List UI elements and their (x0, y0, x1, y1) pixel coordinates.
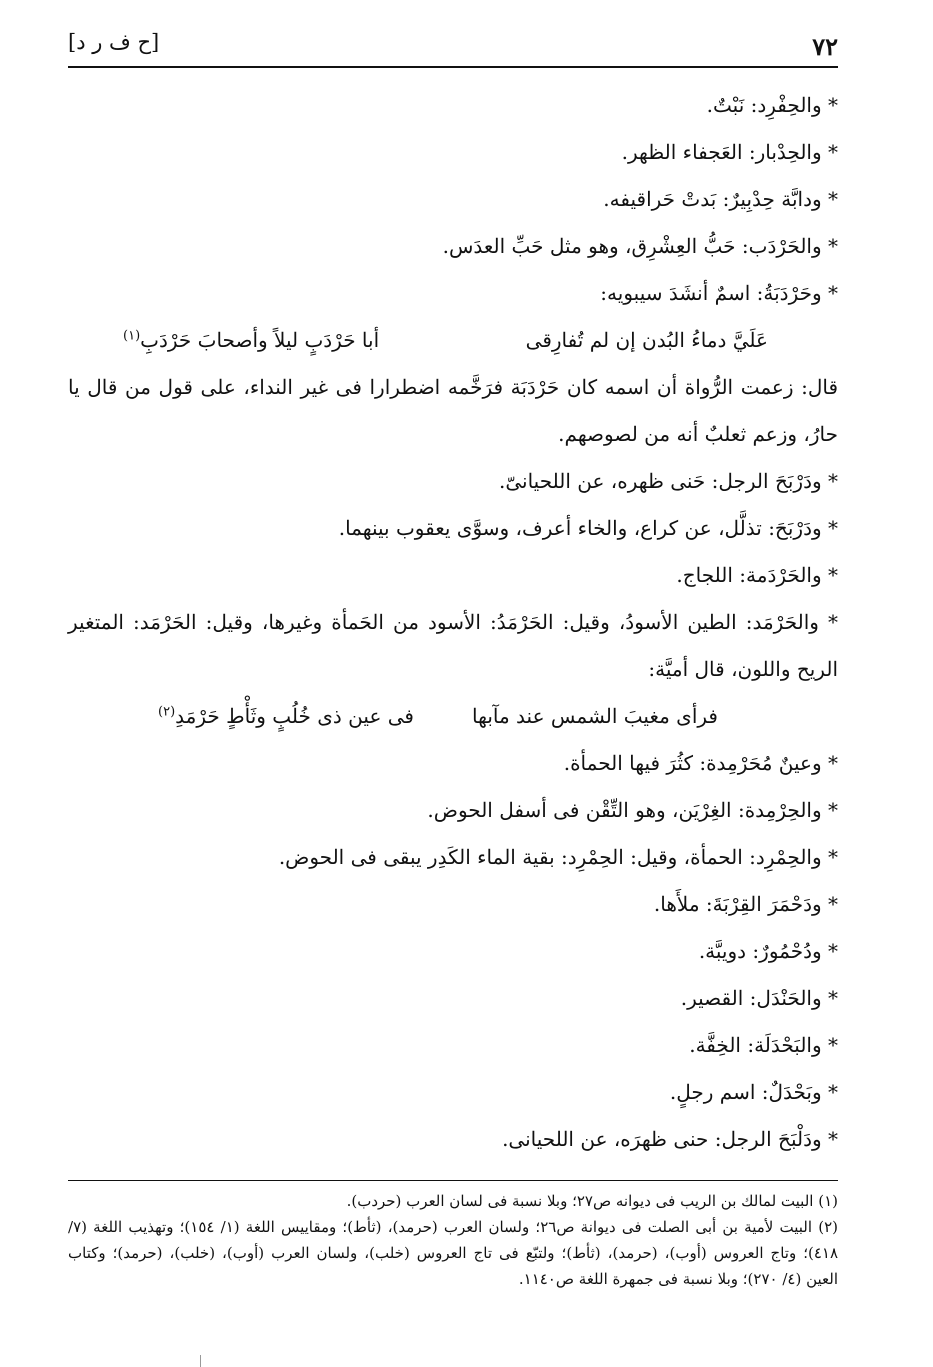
page-number: ٧٢ (812, 32, 838, 61)
entry-line: * وعينٌ مُحَرْمِدة: كثُرَ فيها الحمأة. (563, 751, 838, 775)
entry-line: * وبَحْدَلٌ: اسم رجلٍ. (669, 1080, 838, 1104)
entry-line: * والحِدْبار: العَجفاء الظهر. (621, 140, 838, 164)
entry-line: * والحَرْدَمة: اللجاج. (676, 563, 838, 587)
entry-line: * والحِرْمِدة: الغِرْيَن، وهو التِّقْن فى أسفل الحوض. (427, 798, 838, 822)
entry-line: * والبَحْدَلَة: الخِفَّة. (689, 1033, 838, 1057)
entry-line: * ودَرْبَحَ: تذلَّل، عن كراع، والخاء أعرف، وسوَّى يعقوب بينهما. (338, 516, 838, 540)
entry-line: * والحِمْرِد: الحمأة، وقيل: الحِمْرِد: بقية الماء الكَدِر يبقى فى الحوض. (278, 845, 838, 869)
entry-line: * ودُحْمُورٌ: دويبَّة. (698, 939, 838, 963)
running-head: [ح ف ر د] (68, 30, 160, 54)
verse-hemistich-second (123, 317, 379, 364)
entry-line: * ودابَّة حِدْبِيرٌ: بَدتْ حَراقيفه. (603, 187, 838, 211)
main-text (68, 82, 838, 1163)
entry-line: * وحَرْدَبَةُ: اسمٌ أنشَدَ سيبويه: (600, 281, 838, 305)
verse-hemistich-second (158, 693, 414, 740)
footnote: (١) البيت لمالك بن الريب فى ديوانه ص٢٧؛ وبلا نسبة فى لسان العرب (حردب). (346, 1192, 838, 1210)
entry-line: * والحَنْدَل: القصير. (680, 986, 838, 1010)
entry-line: * ودَحْمَرَ القِرْبَةَ: ملأَها. (653, 892, 838, 916)
verse-line (68, 693, 838, 740)
verse-hemistich-first: عَلَيَّ دماءُ البُدن إن لم تُفارِقى (525, 328, 768, 352)
footnote-marker: (١) (123, 328, 141, 344)
entry-paragraph: * والحَرْمَد: الطين الأسودُ، وقيل: الحَرْمَدُ: الأسود من الحَمأة وغيرها، وقيل: الحَرْمَد: المتغير الريح واللون، قال أميَّة: (68, 610, 838, 681)
footnotes (68, 1188, 838, 1292)
page-header (68, 28, 838, 66)
footnote-marker: (٢) (158, 704, 176, 720)
commentary-paragraph: قال: زعمت الرُّواة أن اسمه كان حَرْدَبَة فرَخَّمه اضطرارا فى غير النداء، على قول من قال يا حارُ، وزعم ثعلبٌ أنه من لصوصهم. (68, 375, 838, 446)
entry-line: * والحَرْدَب: حَبُّ العِشْرِق، وهو مثل حَبِّ العدَس. (442, 234, 838, 258)
verse-line (68, 317, 838, 364)
verse-hemistich-second-text: أبا حَرْدَبٍ ليلاً وأصحابَ حَرْدَبِ (140, 328, 380, 352)
verse-hemistich-first: فرأى مغيبَ الشمس عند مآبها (472, 704, 718, 728)
verse-hemistich-second-text: فى عين ذى خُلُبٍ وثَأْطٍ حَرْمَدِ (175, 704, 414, 728)
header-rule (68, 66, 838, 68)
footnote: (٢) البيت لأمية بن أبى الصلت فى ديوانة ص٢٦؛ ولسان العرب (حرمد)، (ثأط)؛ ومقاييس اللغة (١/ ١٥٤)؛ وتهذيب اللغة (٧/ ٤١٨)؛ وتاج العروس (أوب)، (حرمد)، (ثأط)؛ ولتبّع فى تاج العروس (خلب)، ولسان العرب (أوب)، (خلب)، (حرمد)؛ وكتاب العين (٤/ ٢٧٠)؛ وبلا نسبة فى جمهرة اللغة ص١١٤٠. (68, 1218, 838, 1288)
footnote-rule (68, 1180, 838, 1181)
entry-line: * والحِفْرِد: نَبْتٌ. (706, 93, 838, 117)
scan-mark (200, 1355, 201, 1367)
entry-line: * ودَرْبَحَ الرجل: حَنى ظهره، عن اللحيانىّ. (498, 469, 838, 493)
entry-line: * ودَلْبَحَ الرجل: حنى ظهرَه، عن اللحيانى. (502, 1127, 838, 1151)
